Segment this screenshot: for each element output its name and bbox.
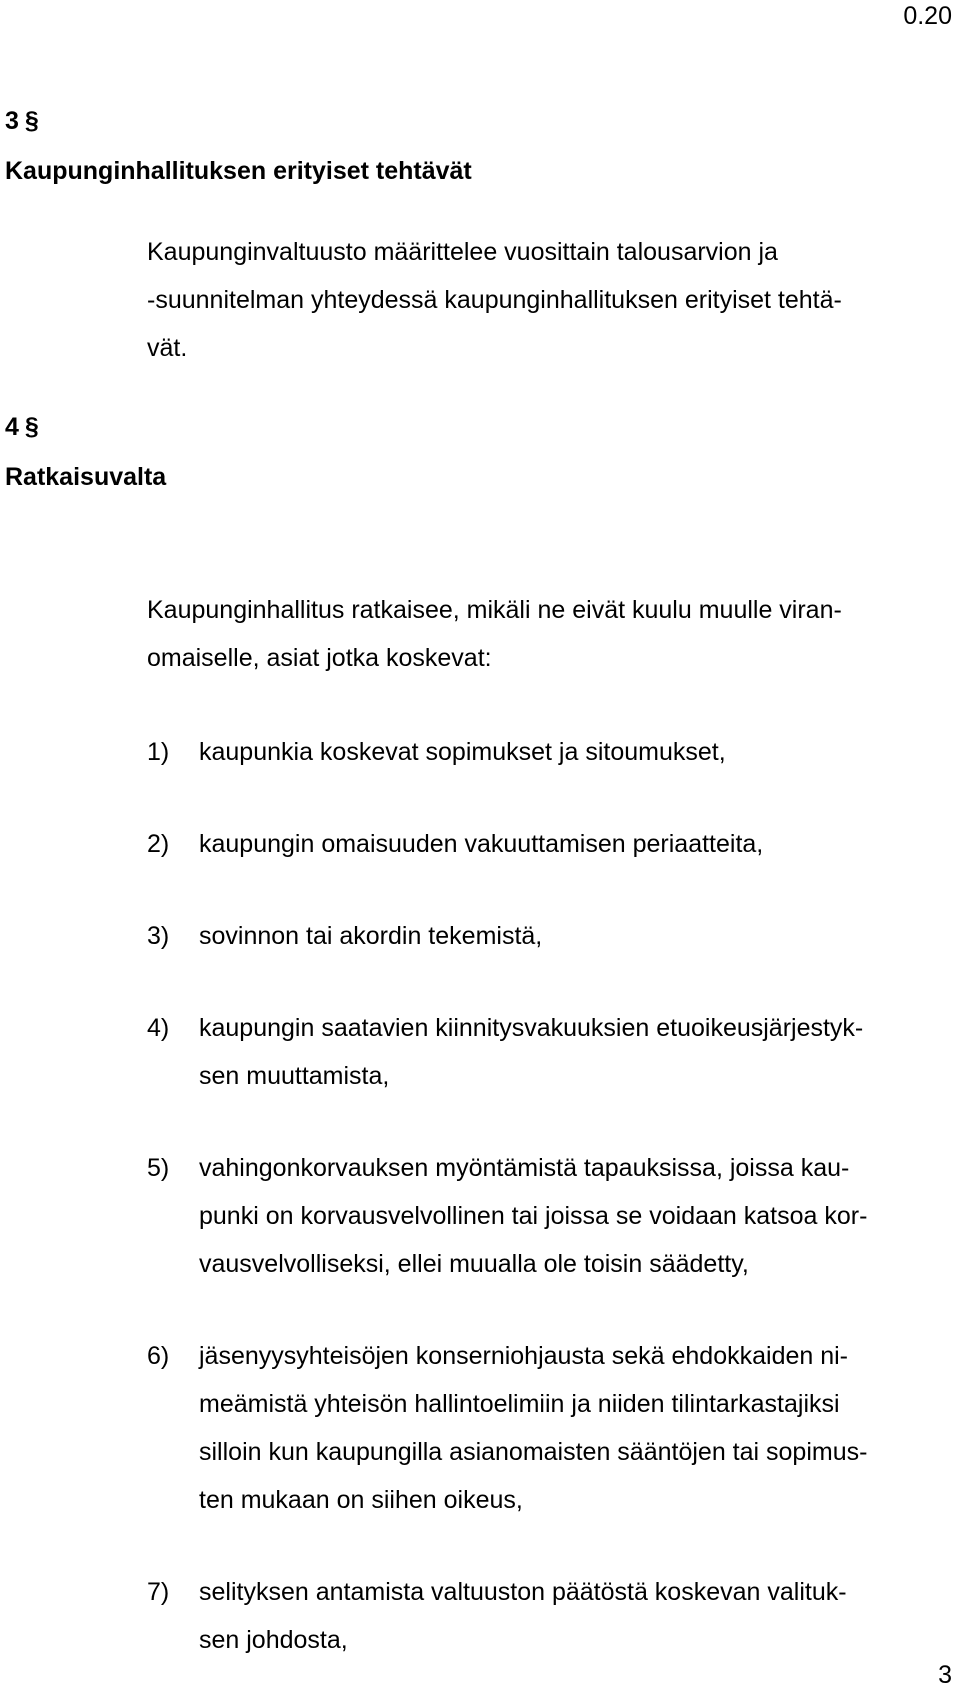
list-marker: 6)	[147, 1342, 170, 1370]
section-3-heading	[5, 96, 472, 196]
section-3-paragraph	[147, 228, 937, 372]
list-item	[147, 728, 947, 776]
list-item	[147, 912, 947, 960]
section-3-symbol: §	[24, 107, 39, 135]
list-marker: 4)	[147, 1014, 170, 1042]
section-4-number: 4	[5, 413, 19, 441]
section-4-symbol: §	[24, 413, 39, 441]
paragraph-line: vät.	[147, 334, 188, 362]
list-marker: 2)	[147, 830, 170, 858]
list-item-text: jäsenyysyhteisöjen konserniohjausta sekä ehdokkaiden ni-	[199, 1342, 849, 1370]
list-item-text: sen muuttamista,	[199, 1062, 390, 1090]
list-item-text: silloin kun kaupungilla asianomaisten sääntöjen tai sopimus-	[199, 1438, 868, 1466]
list-item	[147, 1004, 947, 1100]
paragraph-line: omaiselle, asiat jotka koskevat:	[147, 644, 492, 672]
list-item-text: kaupungin omaisuuden vakuuttamisen periaatteita,	[199, 830, 764, 858]
list-marker: 5)	[147, 1154, 170, 1182]
list-item-text: vahingonkorvauksen myöntämistä tapauksissa, joissa kau-	[199, 1154, 850, 1182]
section-3-number: 3	[5, 107, 19, 135]
list-item-text: meämistä yhteisön hallintoelimiin ja niiden tilintarkastajiksi	[199, 1390, 840, 1418]
list-item-text: ten mukaan on siihen oikeus,	[199, 1486, 523, 1514]
section-4-intro	[147, 586, 937, 682]
list-marker: 7)	[147, 1578, 170, 1606]
list-item-text: sen johdosta,	[199, 1626, 348, 1654]
section-3-title: Kaupunginhallituksen erityiset tehtävät	[5, 157, 472, 185]
paragraph-line: -suunnitelman yhteydessä kaupunginhallituksen erityiset tehtä-	[147, 286, 842, 314]
version-label: 0.20	[903, 2, 952, 30]
list-item	[147, 1144, 947, 1288]
list-item-text: punki on korvausvelvollinen tai joissa se voidaan katsoa kor-	[199, 1202, 868, 1230]
list-item	[147, 820, 947, 868]
section-4-title: Ratkaisuvalta	[5, 463, 167, 491]
paragraph-line: Kaupunginvaltuusto määrittelee vuosittain talousarvion ja	[147, 238, 778, 266]
list-item	[147, 1332, 947, 1524]
list-item	[147, 1568, 947, 1664]
section-4-heading	[5, 402, 166, 502]
list-item-text: selityksen antamista valtuuston päätöstä koskevan valituk-	[199, 1578, 847, 1606]
authority-list	[147, 728, 947, 1708]
page-number: 3	[938, 1661, 952, 1689]
list-item-text: kaupungin saatavien kiinnitysvakuuksien etuoikeusjärjestyk-	[199, 1014, 864, 1042]
paragraph-line: Kaupunginhallitus ratkaisee, mikäli ne eivät kuulu muulle viran-	[147, 596, 842, 624]
list-item-text: kaupunkia koskevat sopimukset ja sitoumukset,	[199, 738, 726, 766]
list-item-text: sovinnon tai akordin tekemistä,	[199, 922, 543, 950]
list-marker: 1)	[147, 738, 170, 766]
list-marker: 3)	[147, 922, 170, 950]
list-item-text: vausvelvolliseksi, ellei muualla ole toisin säädetty,	[199, 1250, 749, 1278]
